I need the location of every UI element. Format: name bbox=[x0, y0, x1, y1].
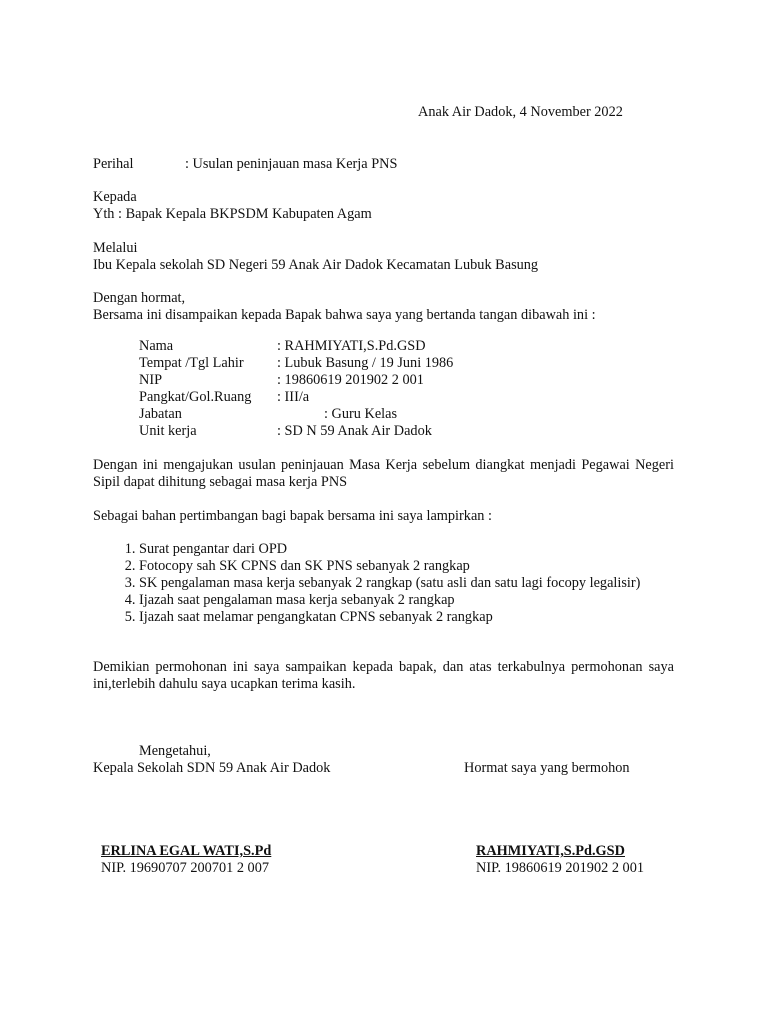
right-signer-name: RAHMIYATI,S.Pd.GSD bbox=[476, 843, 625, 859]
left-signer-nip: NIP. 19690707 200701 2 007 bbox=[101, 860, 269, 876]
identity-label: Nama bbox=[139, 338, 174, 354]
identity-value: : Guru Kelas bbox=[324, 406, 398, 422]
identity-label: Pangkat/Gol.Ruang bbox=[139, 389, 252, 405]
attachments-list bbox=[93, 541, 674, 626]
request-paragraph: Dengan ini mengajukan usulan peninjauan Masa Kerja sebelum diangkat menjadi Pegawai Negeri Sipil dapat dihitung sebagai masa kerja PNS bbox=[93, 457, 674, 490]
left-signer-name: ERLINA EGAL WATI,S.Pd bbox=[101, 843, 272, 859]
perihal-label: Perihal bbox=[93, 156, 134, 172]
melalui-label: Melalui bbox=[93, 240, 138, 256]
list-item: 3. SK pengalaman masa kerja sebanyak 2 rangkap (satu asli dan satu lagi focopy legalisir) bbox=[139, 575, 674, 592]
kepada-label: Kepada bbox=[93, 189, 137, 205]
attachments-intro: Sebagai bahan pertimbangan bagi bapak bersama ini saya lampirkan : bbox=[93, 508, 492, 524]
list-item: 1. Surat pengantar dari OPD bbox=[139, 541, 674, 558]
identity-value: : Lubuk Basung / 19 Juni 1986 bbox=[277, 355, 454, 371]
list-item: 5. Ijazah saat melamar pengangkatan CPNS sebanyak 2 rangkap bbox=[139, 609, 674, 626]
identity-label: Jabatan bbox=[139, 406, 182, 422]
list-item: 4. Ijazah saat pengalaman masa kerja sebanyak 2 rangkap bbox=[139, 592, 674, 609]
kepada-recipient: Yth : Bapak Kepala BKPSDM Kabupaten Agam bbox=[93, 206, 372, 222]
closing-paragraph: Demikian permohonan ini saya sampaikan kepada bapak, dan atas terkabulnya permohonan saya ini,terlebih dahulu saya ucapkan terima kasih. bbox=[93, 659, 674, 692]
identity-value: : RAHMIYATI,S.Pd.GSD bbox=[277, 338, 426, 354]
identity-label: Unit kerja bbox=[139, 423, 197, 439]
mengetahui-label: Mengetahui, bbox=[139, 743, 211, 759]
identity-label: NIP bbox=[139, 372, 163, 388]
left-signer-title: Kepala Sekolah SDN 59 Anak Air Dadok bbox=[93, 760, 331, 776]
greeting: Dengan hormat, bbox=[93, 290, 186, 306]
melalui-recipient: Ibu Kepala sekolah SD Negeri 59 Anak Air Dadok Kecamatan Lubuk Basung bbox=[93, 257, 539, 273]
right-signer-nip: NIP. 19860619 201902 2 001 bbox=[476, 860, 644, 876]
identity-label: Tempat /Tgl Lahir bbox=[139, 355, 244, 371]
intro-paragraph: Bersama ini disampaikan kepada Bapak bahwa saya yang bertanda tangan dibawah ini : bbox=[93, 307, 596, 323]
identity-value: : 19860619 201902 2 001 bbox=[277, 372, 424, 388]
perihal-value: : Usulan peninjauan masa Kerja PNS bbox=[185, 156, 398, 172]
identity-value: : III/a bbox=[277, 389, 310, 405]
right-signer-title: Hormat saya yang bermohon bbox=[464, 760, 630, 776]
list-item: 2. Fotocopy sah SK CPNS dan SK PNS sebanyak 2 rangkap bbox=[139, 558, 674, 575]
place-date: Anak Air Dadok, 4 November 2022 bbox=[418, 104, 623, 120]
identity-value: : SD N 59 Anak Air Dadok bbox=[277, 423, 432, 439]
